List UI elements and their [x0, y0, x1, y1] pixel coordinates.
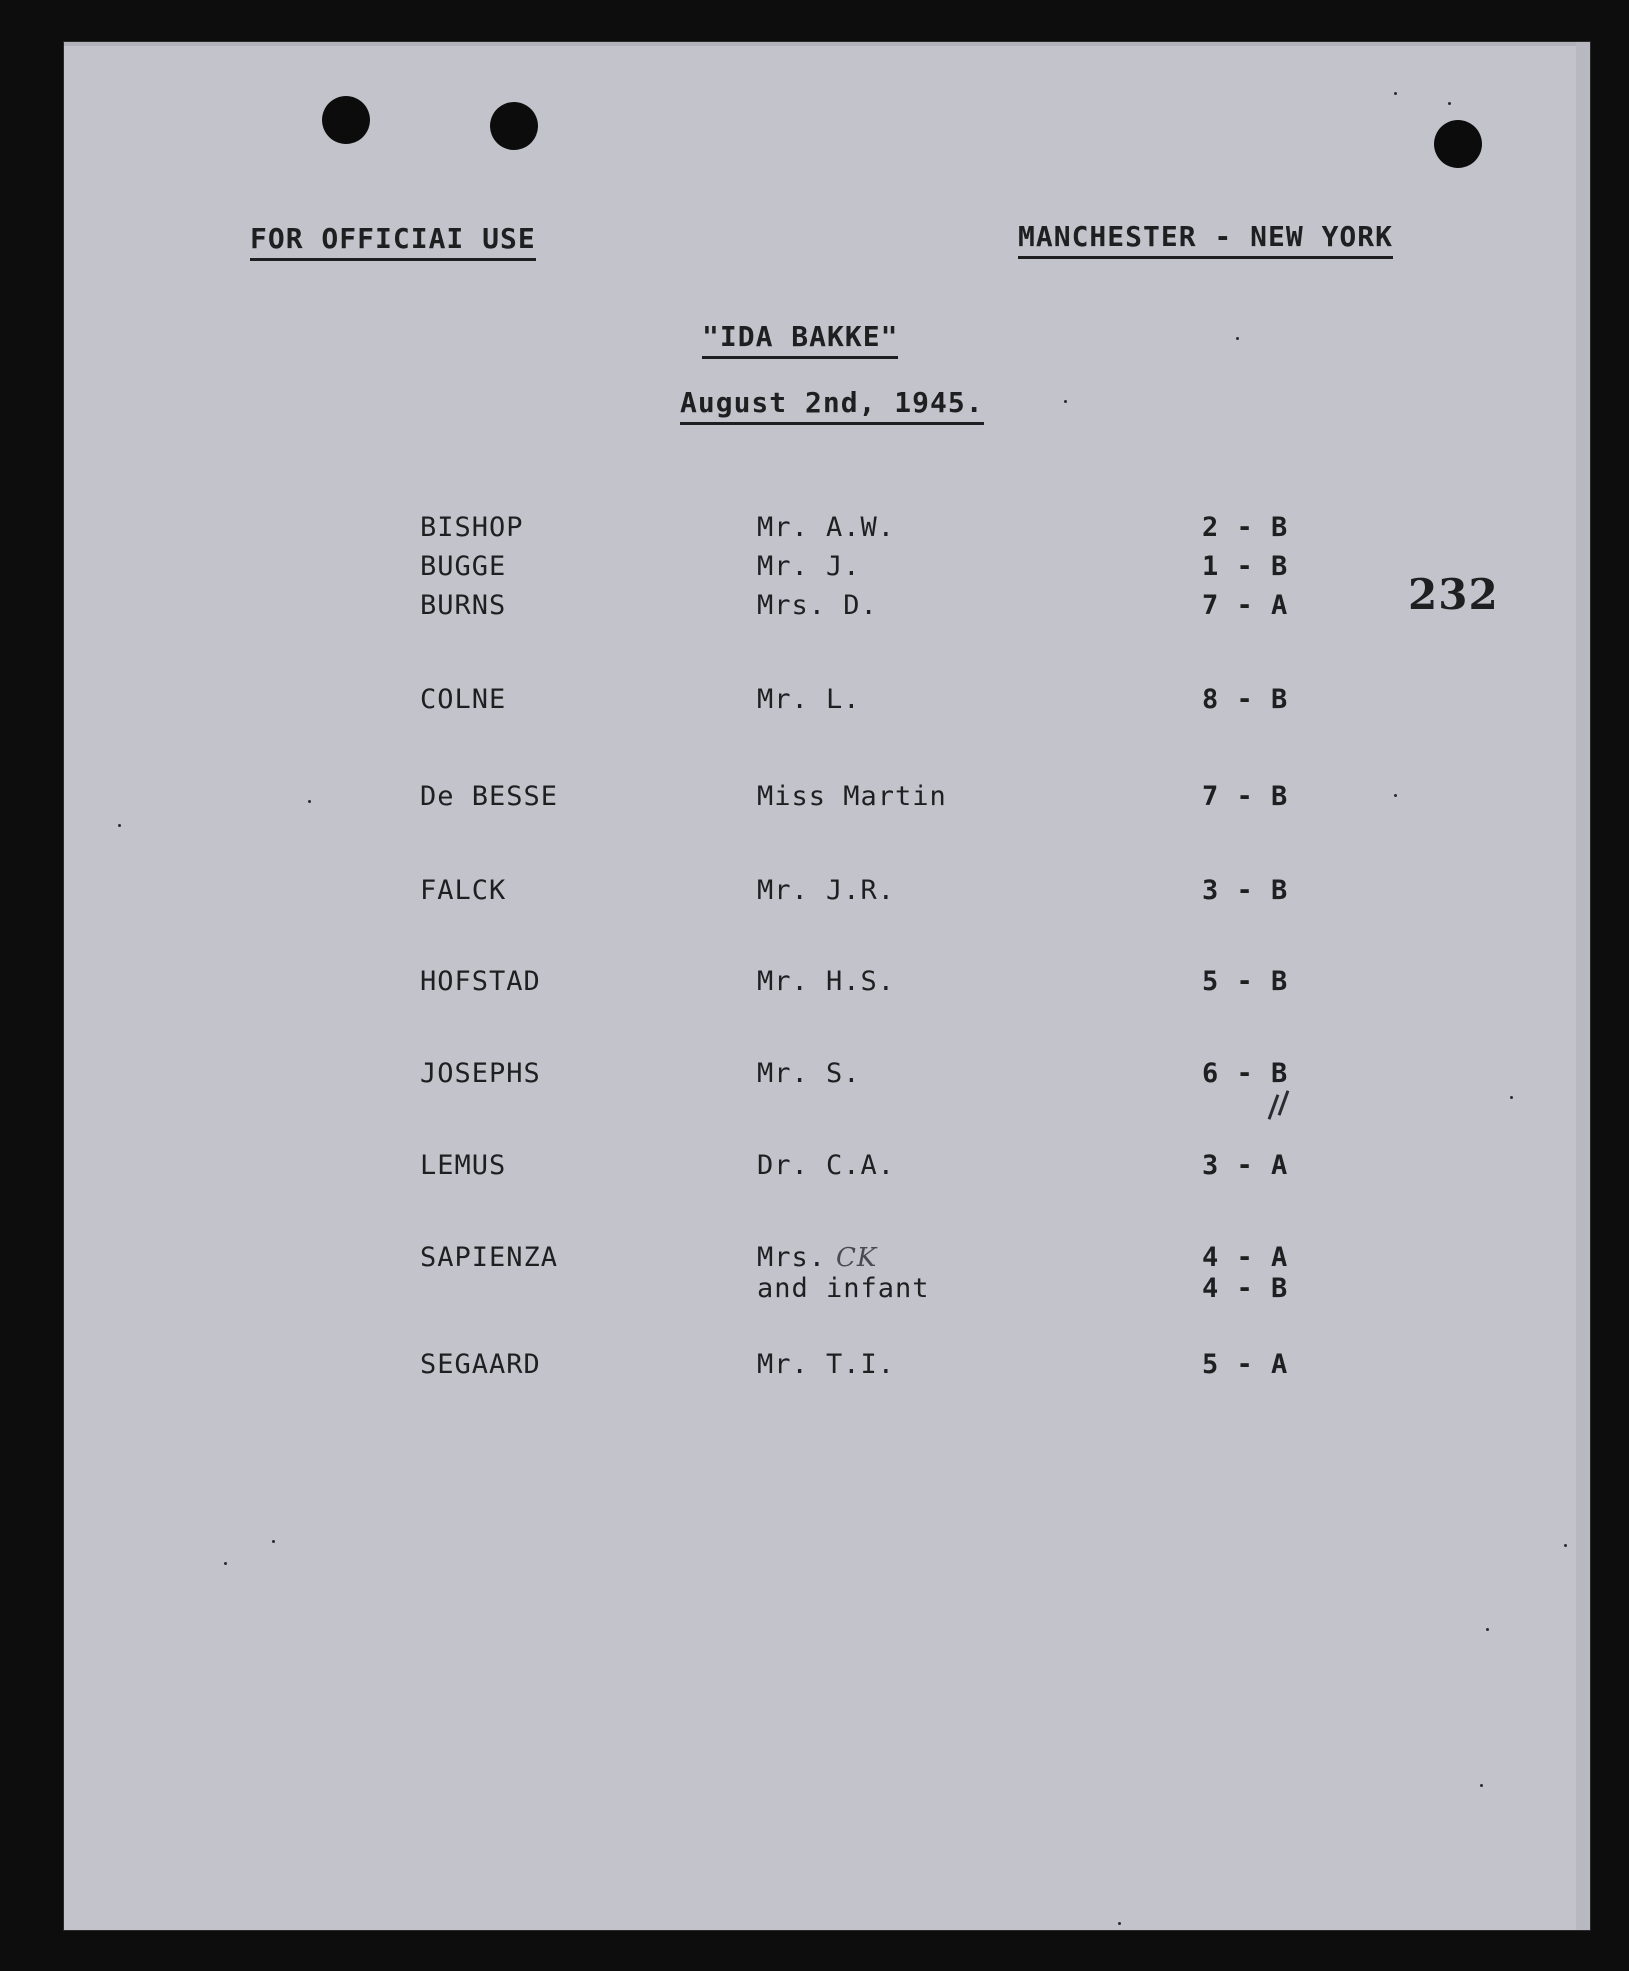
- passenger-berth: 8 - B: [1202, 684, 1289, 715]
- passenger-berth: 5 - B: [1202, 966, 1289, 997]
- passenger-berth: 2 - B: [1202, 512, 1289, 543]
- paper-speck: [1448, 102, 1451, 105]
- passenger-name: Dr. C.A.: [757, 1150, 896, 1181]
- header-left: FOR OFFICIAI USE: [250, 222, 536, 261]
- pencil-mark: [1268, 1094, 1280, 1119]
- passenger-name: Mr. J.: [757, 551, 861, 582]
- passenger-name: Mr. T.I.: [757, 1349, 896, 1380]
- sheet-top-edge: [64, 42, 1590, 46]
- paper-speck: [1510, 1096, 1513, 1099]
- passenger-name: Mrs. D.: [757, 590, 878, 621]
- passenger-name: and infant: [757, 1273, 930, 1304]
- paper-speck: [1236, 337, 1239, 340]
- paper-speck: [1064, 400, 1067, 403]
- paper-speck: [272, 1540, 275, 1543]
- document-sheet: [64, 42, 1590, 1930]
- passenger-berth: 4 - B: [1202, 1273, 1289, 1304]
- passenger-surname: BISHOP: [420, 512, 524, 543]
- passenger-berth: 4 - A: [1202, 1242, 1289, 1273]
- passenger-berth: 1 - B: [1202, 551, 1289, 582]
- passenger-name: Mrs.: [757, 1242, 827, 1273]
- header-right: MANCHESTER - NEW YORK: [1018, 220, 1393, 259]
- passenger-berth: 3 - A: [1202, 1150, 1289, 1181]
- passenger-surname: FALCK: [420, 875, 507, 906]
- punch-hole: [1434, 120, 1482, 168]
- handwritten-initials: CK: [836, 1243, 878, 1273]
- passenger-surname: De BESSE: [420, 781, 559, 812]
- passenger-name: Mr. A.W.: [757, 512, 896, 543]
- paper-speck: [1480, 1784, 1483, 1787]
- paper-speck: [1118, 1922, 1121, 1925]
- paper-speck: [1486, 1628, 1489, 1631]
- passenger-surname: HOFSTAD: [420, 966, 541, 997]
- passenger-berth: 3 - B: [1202, 875, 1289, 906]
- passenger-surname: SAPIENZA: [420, 1242, 559, 1273]
- passenger-berth: 7 - B: [1202, 781, 1289, 812]
- paper-speck: [224, 1562, 227, 1565]
- passenger-surname: COLNE: [420, 684, 507, 715]
- passenger-name: Mr. L.: [757, 684, 861, 715]
- passenger-berth: 7 - A: [1202, 590, 1289, 621]
- passenger-name: Mr. H.S.: [757, 966, 896, 997]
- voyage-date: August 2nd, 1945.: [680, 386, 984, 425]
- pencil-mark: [1278, 1090, 1290, 1115]
- paper-speck: [118, 824, 121, 827]
- ship-name: "IDA BAKKE": [702, 320, 898, 359]
- passenger-surname: BUGGE: [420, 551, 507, 582]
- punch-hole: [490, 102, 538, 150]
- passenger-name: Mr. S.: [757, 1058, 861, 1089]
- passenger-name: Miss Martin: [757, 781, 947, 812]
- paper-speck: [1394, 794, 1397, 797]
- paper-speck: [308, 800, 311, 803]
- passenger-berth: 5 - A: [1202, 1349, 1289, 1380]
- passenger-surname: BURNS: [420, 590, 507, 621]
- punch-hole: [322, 96, 370, 144]
- paper-speck: [1394, 92, 1397, 95]
- passenger-name-wrap: [757, 1242, 877, 1273]
- page-number: 232: [1408, 570, 1499, 619]
- passenger-surname: SEGAARD: [420, 1349, 541, 1380]
- passenger-berth: 6 - B: [1202, 1058, 1289, 1089]
- passenger-surname: LEMUS: [420, 1150, 507, 1181]
- sheet-right-edge: [1576, 42, 1590, 1930]
- passenger-name: Mr. J.R.: [757, 875, 896, 906]
- paper-speck: [1564, 1544, 1567, 1547]
- passenger-surname: JOSEPHS: [420, 1058, 541, 1089]
